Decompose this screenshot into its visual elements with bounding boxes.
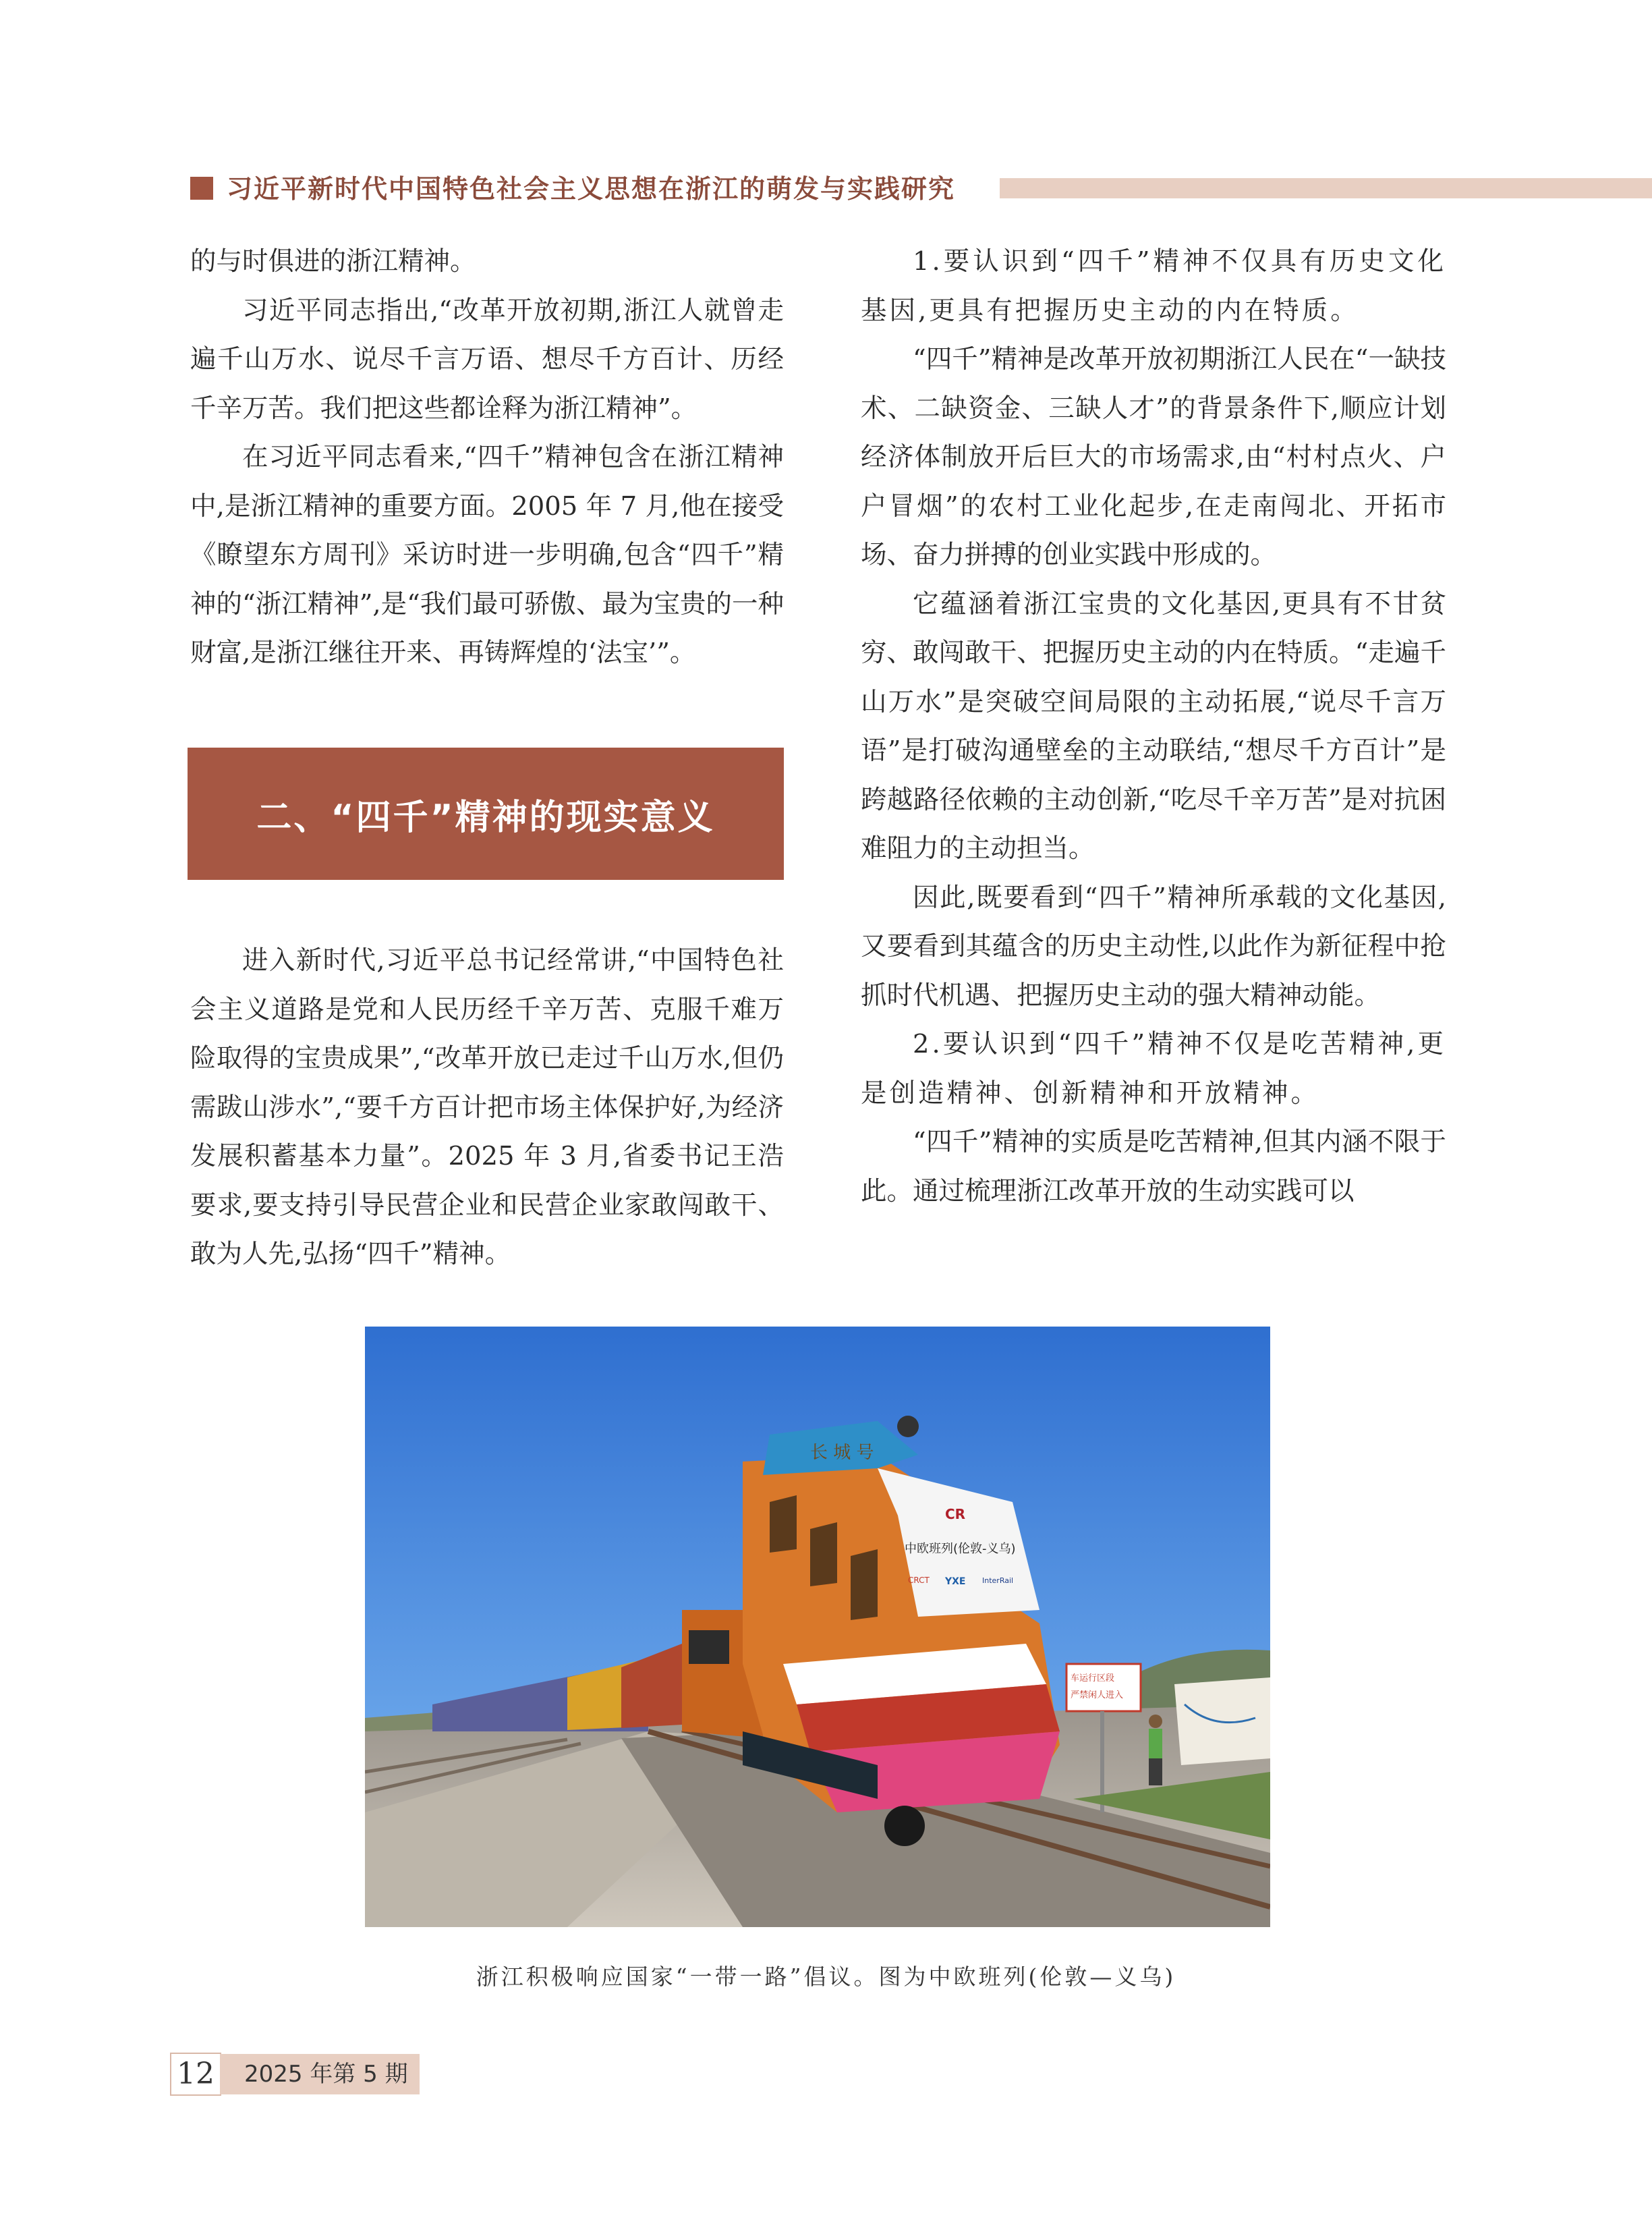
- sign-text: 车运行区段: [1071, 1673, 1115, 1684]
- left-column-lower: [190, 937, 784, 1279]
- coupler: [884, 1806, 925, 1846]
- paragraph: “四千”精神是改革开放初期浙江人民在“一缺技术、二缺资金、三缺人才”的背景条件下,顺应计划经济体制放开后巨大的市场需求,由“村村点火、户户冒烟”的农村工业化起步,在走南闯北、开拓市场、奋力拼搏的创业实践中形成的。: [861, 344, 1446, 570]
- headlight: [897, 1416, 919, 1437]
- header-rule: [1000, 178, 1652, 198]
- paragraph: 在习近平同志看来,“四千”精神包含在浙江精神中,是浙江精神的重要方面。2005 年 7 月,他在接受《瞭望东方周刊》采访时进一步明确,包含“四千”精神的“浙江精神”,是“我们最可骄傲、最为宝贵的一种财富,是浙江继往开来、再铸辉煌的‘法宝’”。: [190, 442, 784, 668]
- train-illustration: [365, 1327, 1270, 1927]
- board-brand: CR: [945, 1506, 966, 1522]
- loco-vent: [810, 1522, 837, 1586]
- section-heading: 二、“四千”精神的现实意义: [256, 797, 715, 838]
- section-heading-banner: [188, 748, 784, 880]
- running-header-title: 习近平新时代中国特色社会主义思想在浙江的萌发与实践研究: [227, 174, 956, 204]
- page-number: 12: [170, 2053, 221, 2096]
- loco-vent: [851, 1549, 878, 1620]
- right-column: [861, 238, 1446, 1216]
- header-marker: [190, 177, 213, 200]
- paragraph: 的与时俱进的浙江精神。: [190, 246, 476, 277]
- paragraph: 进入新时代,习近平总书记经常讲,“中国特色社会主义道路是党和人民历经千辛万苦、克服千难万险取得的宝贵成果”,“改革开放已走过千山万水,但仍需跋山涉水”,“要千方百计把市场主体保护好,为经济发展积蓄基本力量”。2025 年 3 月,省委书记王浩要求,要支持引导民营企业和民营企业家敢闯敢干、敢为人先,弘扬“四千”精神。: [190, 945, 784, 1269]
- train-photo: [365, 1327, 1270, 1927]
- paragraph: 因此,既要看到“四千”精神所承载的文化基因,又要看到其蕴含的历史主动性,以此作为新征程中抢抓时代机遇、把握历史主动的强大精神动能。: [861, 882, 1446, 1011]
- loco-vent: [770, 1495, 797, 1553]
- photo-caption: 浙江积极响应国家“一带一路”倡议。图为中欧班列(伦敦—义乌): [476, 1964, 1176, 1990]
- sign-text: 严禁闲人进入: [1071, 1690, 1124, 1700]
- person-body: [1149, 1729, 1162, 1759]
- subheading-paragraph: 2.要认识到“四千”精神不仅是吃苦精神,更是创造精神、创新精神和开放精神。: [861, 1029, 1446, 1109]
- paragraph: 习近平同志指出,“改革开放初期,浙江人就曾走遍千山万水、说尽千言万语、想尽千方百计、历经千辛万苦。我们把这些都诠释为浙江精神”。: [190, 295, 784, 424]
- left-column: [190, 238, 784, 678]
- issue-label: 2025 年第 5 期: [220, 2054, 420, 2094]
- loco-window: [689, 1630, 729, 1664]
- warning-sign: [1066, 1664, 1141, 1711]
- paragraph: 它蕴涵着浙江宝贵的文化基因,更具有不甘贫穷、敢闯敢干、把握历史主动的内在特质。“走遍千山万水”是突破空间局限的主动拓展,“说尽千言万语”是打破沟通壁垒的主动联结,“想尽千方百计”是跨越路径依赖的主动创新,“吃尽千辛万苦”是对抗困难阻力的主动担当。: [861, 588, 1446, 864]
- board-logo: InterRail: [982, 1576, 1014, 1585]
- person-legs: [1149, 1758, 1162, 1785]
- board-logo: CRCT: [908, 1576, 930, 1585]
- board-logo: YXE: [945, 1576, 966, 1587]
- subheading-paragraph: 1.要认识到“四千”精神不仅具有历史文化基因,更具有把握历史主动的内在特质。: [861, 246, 1446, 326]
- person-head: [1149, 1715, 1162, 1728]
- loco-side-text: 长 城 号: [810, 1443, 874, 1463]
- board-title: 中欧班列(伦敦-义乌): [905, 1542, 1016, 1556]
- paragraph: “四千”精神的实质是吃苦精神,但其内涵不限于此。通过梳理浙江改革开放的生动实践可以: [861, 1127, 1446, 1206]
